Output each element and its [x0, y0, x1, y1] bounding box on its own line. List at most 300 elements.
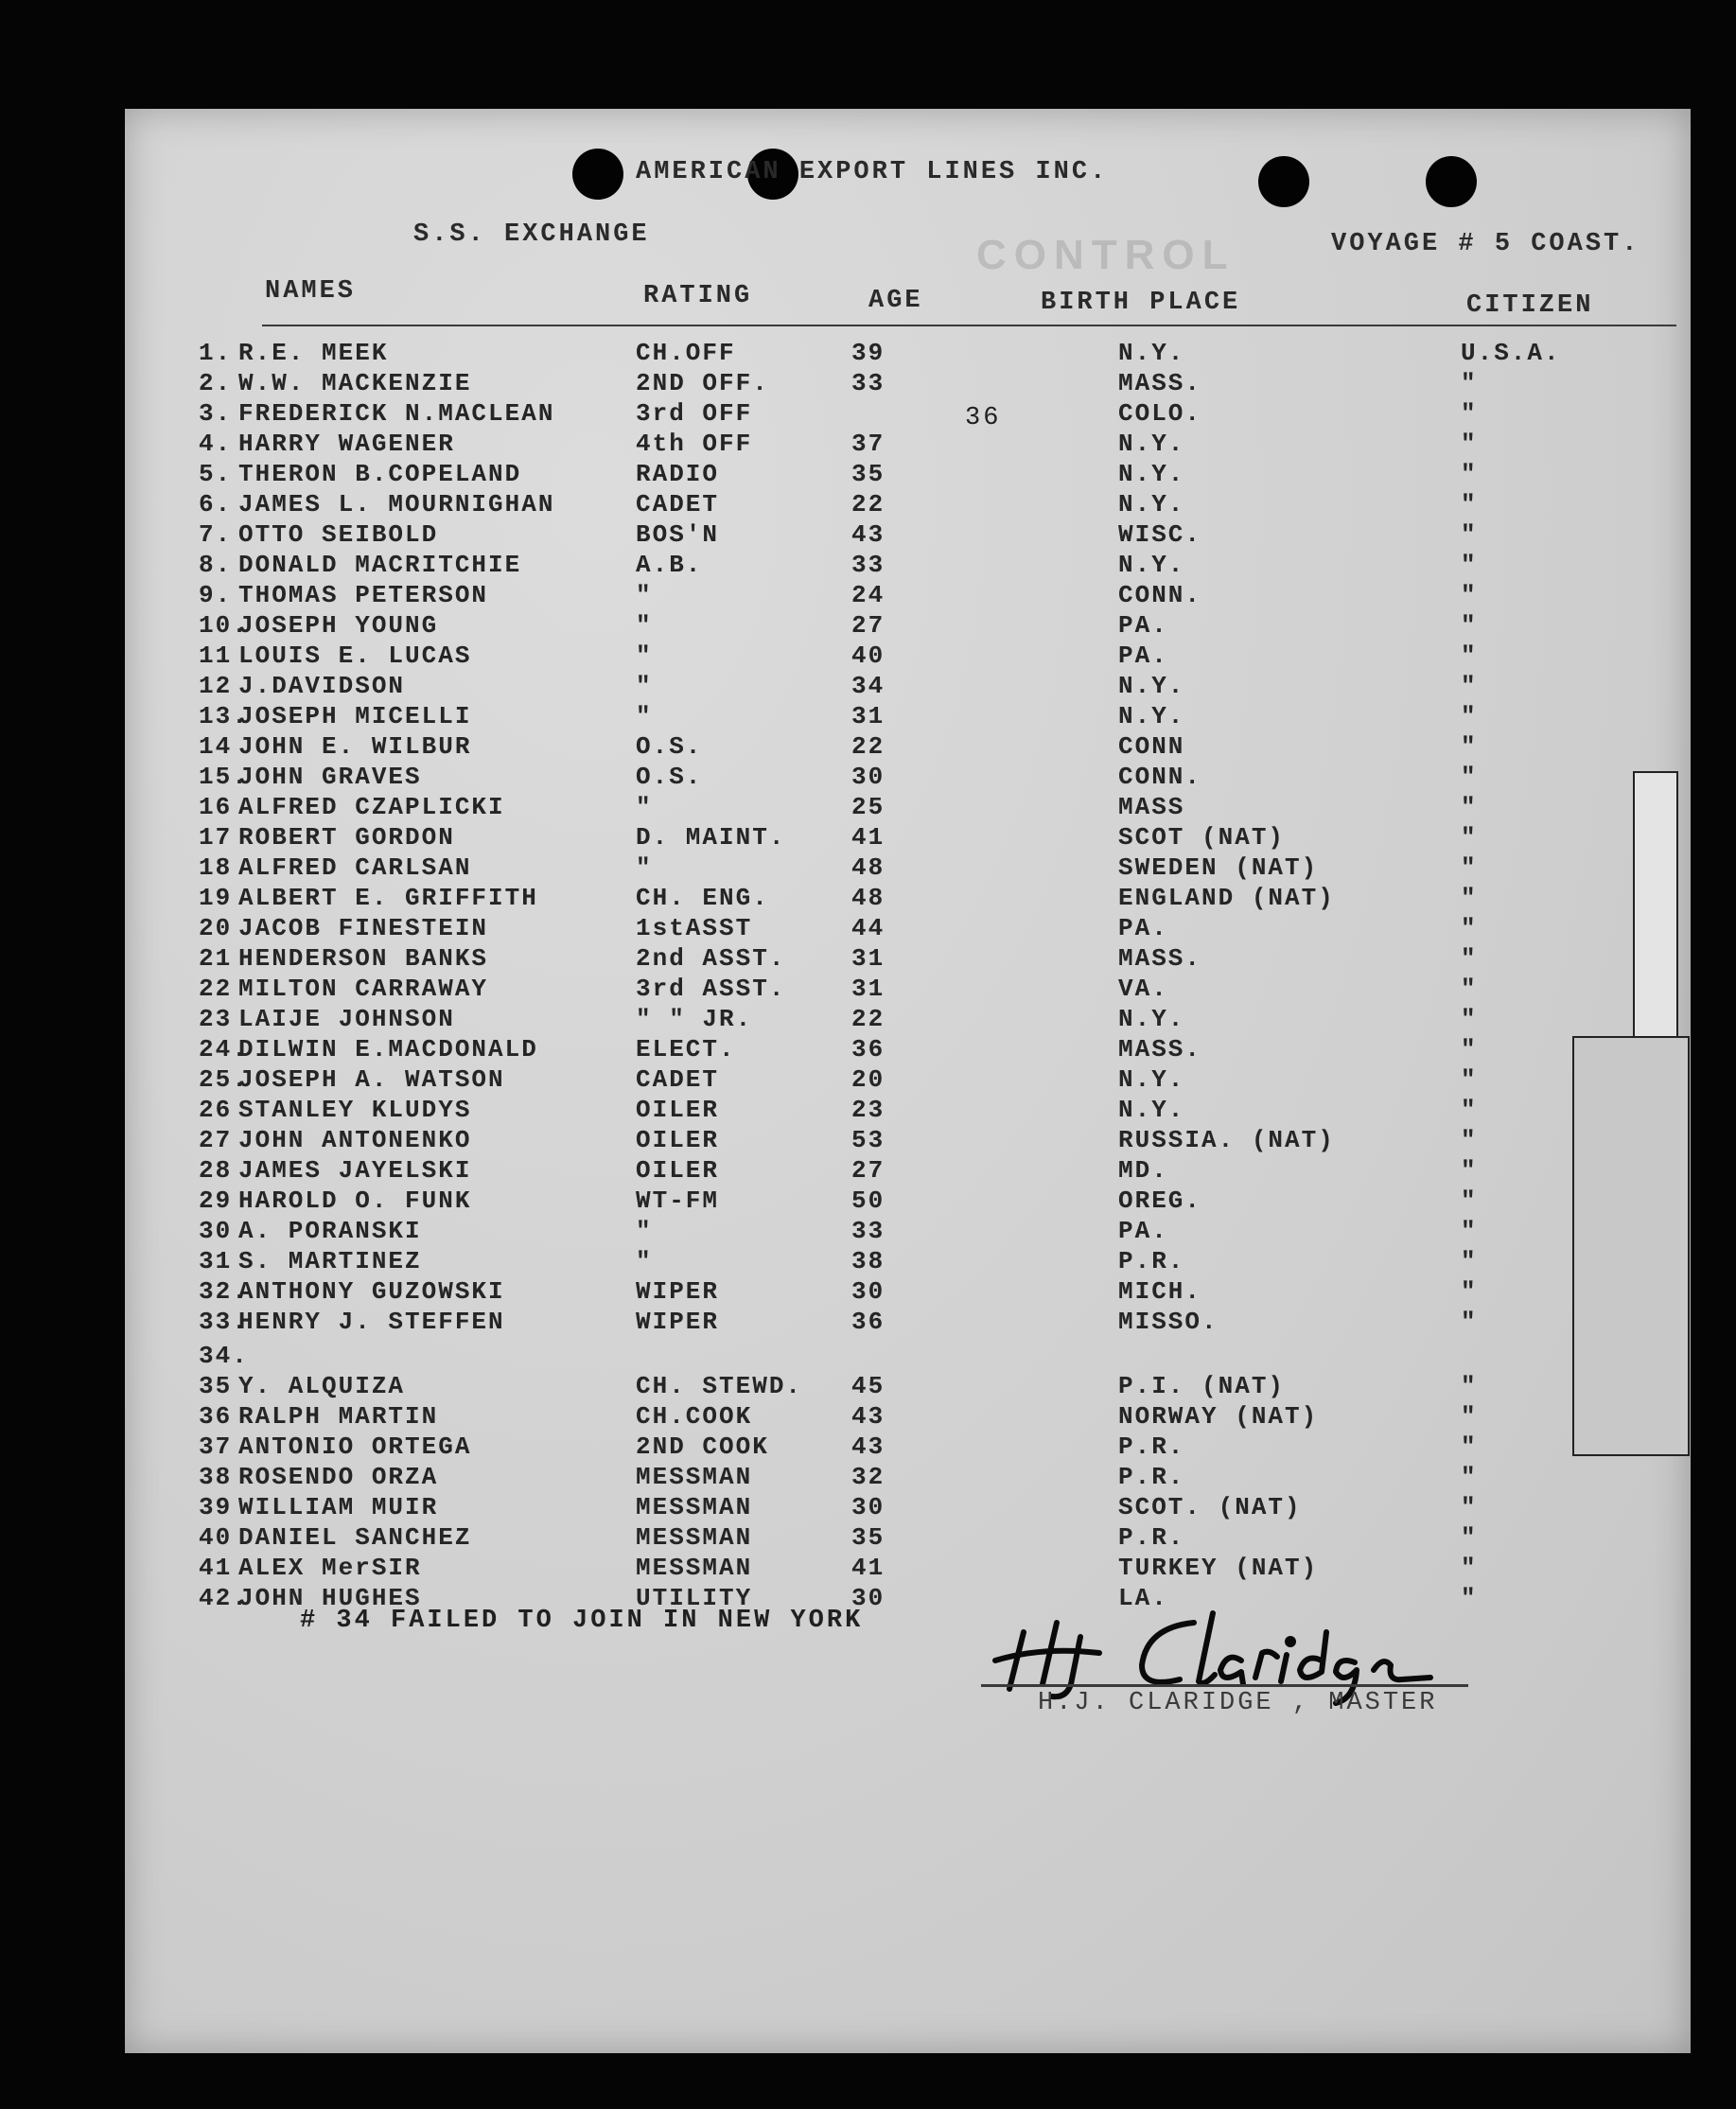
- table-row: [125, 1096, 1691, 1125]
- crew-birth-place: PA.: [1118, 1217, 1168, 1245]
- table-row: [125, 581, 1691, 610]
- crew-citizenship: ": [1461, 1035, 1478, 1063]
- row-number: 3.: [199, 399, 233, 428]
- crew-citizenship: ": [1461, 884, 1478, 912]
- crew-name: JOSEPH YOUNG: [238, 611, 439, 640]
- header-rule: [262, 325, 1676, 326]
- crew-list-page: [125, 109, 1691, 2053]
- row-number: 9.: [199, 581, 233, 609]
- crew-age: 44: [851, 914, 886, 942]
- row-number: 15.: [199, 763, 249, 791]
- crew-birth-place: N.Y.: [1118, 430, 1185, 458]
- crew-birth-place: P.R.: [1118, 1432, 1185, 1461]
- crew-birth-place: OREG.: [1118, 1186, 1202, 1215]
- crew-citizenship: ": [1461, 551, 1478, 579]
- table-row: [125, 1493, 1691, 1522]
- crew-age: 27: [851, 611, 886, 640]
- crew-age: 24: [851, 581, 886, 609]
- crew-name: WILLIAM MUIR: [238, 1493, 439, 1521]
- crew-birth-place: N.Y.: [1118, 702, 1185, 730]
- crew-citizenship: U.S.A.: [1461, 339, 1561, 367]
- crew-age: 48: [851, 884, 886, 912]
- crew-rating: 2ND OFF.: [636, 369, 769, 397]
- table-row: [125, 672, 1691, 701]
- table-row: [125, 460, 1691, 489]
- crew-rating: CH. STEWD.: [636, 1372, 803, 1400]
- crew-rating: MESSMAN: [636, 1493, 753, 1521]
- crew-rating: O.S.: [636, 763, 703, 791]
- crew-age: 31: [851, 702, 886, 730]
- crew-name: ALFRED CZAPLICKI: [238, 793, 505, 821]
- crew-rating: ": [636, 611, 653, 640]
- crew-birth-place: PA.: [1118, 641, 1168, 670]
- crew-age: 22: [851, 732, 886, 761]
- crew-age: 38: [851, 1247, 886, 1275]
- row-number: 28: [199, 1156, 233, 1185]
- crew-birth-place: N.Y.: [1118, 339, 1185, 367]
- row-number: 19: [199, 884, 233, 912]
- table-row: [125, 611, 1691, 641]
- crew-birth-place: TURKEY (NAT): [1118, 1554, 1319, 1582]
- crew-rating: ELECT.: [636, 1035, 736, 1063]
- row-number: 30: [199, 1217, 233, 1245]
- crew-rating: RADIO: [636, 460, 720, 488]
- paper-tab: [1572, 1036, 1690, 1456]
- crew-citizenship: ": [1461, 1156, 1478, 1185]
- crew-citizenship: ": [1461, 1523, 1478, 1552]
- company-name: AMERICAN EXPORT LINES INC.: [636, 158, 1109, 186]
- crew-birth-place: MASS.: [1118, 944, 1202, 973]
- row-number: 6.: [199, 490, 233, 518]
- crew-age: 23: [851, 1096, 886, 1124]
- crew-birth-place: N.Y.: [1118, 490, 1185, 518]
- crew-citizenship: ": [1461, 369, 1478, 397]
- crew-birth-place: CONN.: [1118, 763, 1202, 791]
- crew-name: FREDERICK N.MACLEAN: [238, 399, 555, 428]
- crew-citizenship: ": [1461, 1372, 1478, 1400]
- crew-name: JAMES L. MOURNIGHAN: [238, 490, 555, 518]
- column-header-birth-place: BIRTH PLACE: [1041, 289, 1241, 317]
- crew-age: 35: [851, 460, 886, 488]
- table-row: [125, 520, 1691, 550]
- crew-birth-place: N.Y.: [1118, 551, 1185, 579]
- crew-rating: 3rd ASST.: [636, 975, 786, 1003]
- crew-name: HENDERSON BANKS: [238, 944, 489, 973]
- crew-citizenship: ": [1461, 611, 1478, 640]
- crew-birth-place: P.R.: [1118, 1247, 1185, 1275]
- crew-citizenship: ": [1461, 399, 1478, 428]
- crew-birth-place: N.Y.: [1118, 1005, 1185, 1033]
- table-row: [125, 551, 1691, 580]
- row-number: 14: [199, 732, 233, 761]
- crew-rating: 3rd OFF: [636, 399, 753, 428]
- crew-rating: UTILITY: [636, 1584, 753, 1612]
- crew-rating: ": [636, 853, 653, 882]
- crew-age: 43: [851, 1432, 886, 1461]
- crew-name: JACOB FINESTEIN: [238, 914, 489, 942]
- crew-rating: CH.OFF: [636, 339, 736, 367]
- row-number: 1.: [199, 339, 233, 367]
- crew-rating: ": [636, 672, 653, 700]
- table-row: [125, 1126, 1691, 1155]
- crew-age: 31: [851, 944, 886, 973]
- table-row: [125, 732, 1691, 762]
- crew-age: 20: [851, 1065, 886, 1094]
- crew-name: ROBERT GORDON: [238, 823, 455, 852]
- crew-age: 22: [851, 1005, 886, 1033]
- row-number: 39: [199, 1493, 233, 1521]
- crew-citizenship: ": [1461, 641, 1478, 670]
- crew-name: JOSEPH A. WATSON: [238, 1065, 505, 1094]
- crew-birth-place: PA.: [1118, 611, 1168, 640]
- row-number: 10.: [199, 611, 249, 640]
- crew-age: 32: [851, 1463, 886, 1491]
- crew-name: DILWIN E.MACDONALD: [238, 1035, 538, 1063]
- crew-rating: CH.COOK: [636, 1402, 753, 1431]
- row-number: 17: [199, 823, 233, 852]
- crew-rating: ": [636, 581, 653, 609]
- crew-citizenship: ": [1461, 1402, 1478, 1431]
- crew-birth-place: MASS.: [1118, 1035, 1202, 1063]
- table-row: [125, 1342, 1691, 1371]
- table-row: [125, 1432, 1691, 1462]
- crew-name: LAIJE JOHNSON: [238, 1005, 455, 1033]
- crew-age: 33: [851, 551, 886, 579]
- crew-name: ANTHONY GUZOWSKI: [238, 1277, 505, 1306]
- crew-birth-place: P.I. (NAT): [1118, 1372, 1286, 1400]
- row-number: 20: [199, 914, 233, 942]
- crew-rating: " " JR.: [636, 1005, 753, 1033]
- crew-name: Y. ALQUIZA: [238, 1372, 406, 1400]
- crew-citizenship: ": [1461, 460, 1478, 488]
- crew-name: HENRY J. STEFFEN: [238, 1308, 505, 1336]
- table-row: [125, 1065, 1691, 1095]
- crew-name: ALBERT E. GRIFFITH: [238, 884, 538, 912]
- crew-citizenship: ": [1461, 1247, 1478, 1275]
- table-row: [125, 823, 1691, 852]
- table-row: [125, 1217, 1691, 1246]
- crew-birth-place: SCOT (NAT): [1118, 823, 1286, 852]
- row-number: 8.: [199, 551, 233, 579]
- crew-age: 50: [851, 1186, 886, 1215]
- row-number: 23: [199, 1005, 233, 1033]
- table-row: [125, 369, 1691, 398]
- table-row: [125, 1554, 1691, 1583]
- crew-birth-place: ENGLAND (NAT): [1118, 884, 1335, 912]
- crew-birth-place: NORWAY (NAT): [1118, 1402, 1319, 1431]
- crew-age: 36: [851, 1035, 886, 1063]
- crew-rating: WT-FM: [636, 1186, 720, 1215]
- crew-age: 53: [851, 1126, 886, 1154]
- crew-birth-place: MASS: [1118, 793, 1185, 821]
- crew-age: 27: [851, 1156, 886, 1185]
- table-row: [125, 1186, 1691, 1216]
- crew-age: 31: [851, 975, 886, 1003]
- crew-citizenship: ": [1461, 823, 1478, 852]
- crew-birth-place: N.Y.: [1118, 1065, 1185, 1094]
- crew-birth-place: P.R.: [1118, 1523, 1185, 1552]
- crew-name: JAMES JAYELSKI: [238, 1156, 472, 1185]
- crew-age: 45: [851, 1372, 886, 1400]
- column-header-age: AGE: [868, 287, 923, 315]
- table-row: [125, 641, 1691, 671]
- crew-name: A. PORANSKI: [238, 1217, 422, 1245]
- crew-age: 37: [851, 430, 886, 458]
- crew-citizenship: ": [1461, 914, 1478, 942]
- row-number: 12: [199, 672, 233, 700]
- crew-age: 33: [851, 1217, 886, 1245]
- crew-age: 30: [851, 763, 886, 791]
- row-number: 36: [199, 1402, 233, 1431]
- row-number: 5.: [199, 460, 233, 488]
- row-number: 29: [199, 1186, 233, 1215]
- crew-age: 25: [851, 793, 886, 821]
- crew-age: 41: [851, 823, 886, 852]
- row-number: 24.: [199, 1035, 249, 1063]
- crew-birth-place: MICH.: [1118, 1277, 1202, 1306]
- crew-birth-place: VA.: [1118, 975, 1168, 1003]
- crew-rating: OILER: [636, 1096, 720, 1124]
- crew-citizenship: ": [1461, 1554, 1478, 1582]
- crew-citizenship: ": [1461, 702, 1478, 730]
- crew-name: ALFRED CARLSAN: [238, 853, 472, 882]
- crew-rating: A.B.: [636, 551, 703, 579]
- crew-name: JOHN HUGHES: [238, 1584, 422, 1612]
- row-number: 32.: [199, 1277, 249, 1306]
- crew-birth-place: N.Y.: [1118, 1096, 1185, 1124]
- table-row: [125, 1156, 1691, 1186]
- crew-name: ANTONIO ORTEGA: [238, 1432, 472, 1461]
- crew-age: 33: [851, 369, 886, 397]
- crew-rating: CADET: [636, 490, 720, 518]
- row-number: 18: [199, 853, 233, 882]
- crew-rating: 2ND COOK: [636, 1432, 769, 1461]
- crew-citizenship: ": [1461, 732, 1478, 761]
- crew-name: DANIEL SANCHEZ: [238, 1523, 472, 1552]
- crew-age: 48: [851, 853, 886, 882]
- crew-name: R.E. MEEK: [238, 339, 389, 367]
- crew-citizenship: ": [1461, 1493, 1478, 1521]
- crew-rating: ": [636, 641, 653, 670]
- crew-name: HAROLD O. FUNK: [238, 1186, 472, 1215]
- crew-name: JOHN GRAVES: [238, 763, 422, 791]
- crew-birth-place: PA.: [1118, 914, 1168, 942]
- row-number: 16: [199, 793, 233, 821]
- crew-birth-place: COLO.: [1118, 399, 1202, 428]
- row-number: 25.: [199, 1065, 249, 1094]
- paper-tab: [1633, 771, 1678, 1040]
- crew-citizenship: ": [1461, 581, 1478, 609]
- crew-age: 39: [851, 339, 886, 367]
- table-row: [125, 1277, 1691, 1307]
- crew-name: HARRY WAGENER: [238, 430, 455, 458]
- crew-name: ROSENDO ORZA: [238, 1463, 439, 1491]
- crew-birth-place: WISC.: [1118, 520, 1202, 549]
- crew-name: OTTO SEIBOLD: [238, 520, 439, 549]
- row-number: 34.: [199, 1342, 249, 1370]
- crew-age: 22: [851, 490, 886, 518]
- row-number: 21: [199, 944, 233, 973]
- crew-citizenship: ": [1461, 793, 1478, 821]
- crew-rating: ": [636, 702, 653, 730]
- crew-citizenship: ": [1461, 975, 1478, 1003]
- crew-age: 35: [851, 1523, 886, 1552]
- table-row: [125, 1372, 1691, 1401]
- table-row: [125, 793, 1691, 822]
- row-number: 31: [199, 1247, 233, 1275]
- faint-stamp: CONTROL: [976, 232, 1236, 278]
- crew-rating: CADET: [636, 1065, 720, 1094]
- crew-rating: D. MAINT.: [636, 823, 786, 852]
- crew-birth-place: MISSO.: [1118, 1308, 1219, 1336]
- crew-age: 30: [851, 1493, 886, 1521]
- column-header-rating: RATING: [643, 282, 753, 310]
- crew-age: 30: [851, 1584, 886, 1612]
- column-header-names: NAMES: [265, 277, 357, 306]
- crew-birth-place: MASS.: [1118, 369, 1202, 397]
- crew-age: 43: [851, 520, 886, 549]
- crew-citizenship: ": [1461, 1065, 1478, 1094]
- punch-hole: [1258, 156, 1309, 207]
- row-number: 40: [199, 1523, 233, 1552]
- table-row: [125, 430, 1691, 459]
- crew-rating: MESSMAN: [636, 1554, 753, 1582]
- crew-birth-place: N.Y.: [1118, 460, 1185, 488]
- crew-citizenship: ": [1461, 1432, 1478, 1461]
- row-number: 33.: [199, 1308, 249, 1336]
- failed-to-join-note: # 34 FAILED TO JOIN IN NEW YORK: [300, 1607, 864, 1635]
- crew-citizenship: ": [1461, 853, 1478, 882]
- punch-hole: [572, 149, 623, 200]
- crew-name: JOHN E. WILBUR: [238, 732, 472, 761]
- crew-rating: 1stASST: [636, 914, 753, 942]
- crew-rating: O.S.: [636, 732, 703, 761]
- crew-citizenship: ": [1461, 1463, 1478, 1491]
- crew-rating: CH. ENG.: [636, 884, 769, 912]
- table-row: [125, 702, 1691, 731]
- crew-citizenship: ": [1461, 430, 1478, 458]
- crew-rating: WIPER: [636, 1308, 720, 1336]
- crew-age: 34: [851, 672, 886, 700]
- crew-rating: ": [636, 793, 653, 821]
- crew-birth-place: RUSSIA. (NAT): [1118, 1126, 1335, 1154]
- crew-rating: 4th OFF: [636, 430, 753, 458]
- crew-rating: ": [636, 1247, 653, 1275]
- table-row: [125, 490, 1691, 519]
- row-number: 22: [199, 975, 233, 1003]
- margin-note: 36: [965, 404, 1002, 432]
- row-number: 27: [199, 1126, 233, 1154]
- crew-name: W.W. MACKENZIE: [238, 369, 472, 397]
- crew-name: DONALD MACRITCHIE: [238, 551, 522, 579]
- crew-name: STANLEY KLUDYS: [238, 1096, 472, 1124]
- row-number: 26: [199, 1096, 233, 1124]
- crew-name: MILTON CARRAWAY: [238, 975, 489, 1003]
- signature-line: [981, 1684, 1468, 1687]
- crew-citizenship: ": [1461, 1584, 1478, 1612]
- row-number: 7.: [199, 520, 233, 549]
- crew-rating: WIPER: [636, 1277, 720, 1306]
- crew-birth-place: MD.: [1118, 1156, 1168, 1185]
- table-row: [125, 399, 1691, 429]
- row-number: 42.: [199, 1584, 249, 1612]
- table-row: [125, 914, 1691, 943]
- crew-age: 41: [851, 1554, 886, 1582]
- crew-citizenship: ": [1461, 1277, 1478, 1306]
- crew-birth-place: CONN: [1118, 732, 1185, 761]
- ship-name: S.S. EXCHANGE: [413, 220, 650, 249]
- crew-name: JOSEPH MICELLI: [238, 702, 472, 730]
- table-row: [125, 884, 1691, 913]
- voyage-label: VOYAGE # 5 COAST.: [1331, 230, 1640, 258]
- crew-rating: MESSMAN: [636, 1523, 753, 1552]
- table-row: [125, 1523, 1691, 1553]
- table-row: [125, 975, 1691, 1004]
- row-number: 13.: [199, 702, 249, 730]
- row-number: 37: [199, 1432, 233, 1461]
- crew-birth-place: LA.: [1118, 1584, 1168, 1612]
- crew-citizenship: ": [1461, 672, 1478, 700]
- crew-birth-place: SCOT. (NAT): [1118, 1493, 1302, 1521]
- crew-rating: ": [636, 1217, 653, 1245]
- table-row: [125, 1463, 1691, 1492]
- table-row: [125, 1247, 1691, 1276]
- crew-rating: OILER: [636, 1126, 720, 1154]
- crew-name: ALEX MerSIR: [238, 1554, 422, 1582]
- crew-citizenship: ": [1461, 520, 1478, 549]
- row-number: 2.: [199, 369, 233, 397]
- crew-name: LOUIS E. LUCAS: [238, 641, 472, 670]
- crew-age: 40: [851, 641, 886, 670]
- table-row: [125, 1035, 1691, 1064]
- crew-age: 43: [851, 1402, 886, 1431]
- crew-citizenship: ": [1461, 490, 1478, 518]
- crew-age: 36: [851, 1308, 886, 1336]
- crew-birth-place: SWEDEN (NAT): [1118, 853, 1319, 882]
- table-row: [125, 1402, 1691, 1432]
- table-row: [125, 853, 1691, 883]
- column-header-citizen: CITIZEN: [1466, 291, 1594, 320]
- table-row: [125, 339, 1691, 368]
- row-number: 11: [199, 641, 233, 670]
- table-row: [125, 763, 1691, 792]
- crew-name: THOMAS PETERSON: [238, 581, 489, 609]
- crew-birth-place: CONN.: [1118, 581, 1202, 609]
- punch-hole: [1426, 156, 1477, 207]
- crew-rating: BOS'N: [636, 520, 720, 549]
- row-number: 35: [199, 1372, 233, 1400]
- crew-name: J.DAVIDSON: [238, 672, 406, 700]
- crew-name: RALPH MARTIN: [238, 1402, 439, 1431]
- crew-citizenship: ": [1461, 1005, 1478, 1033]
- crew-age: 30: [851, 1277, 886, 1306]
- crew-name: JOHN ANTONENKO: [238, 1126, 472, 1154]
- crew-name: THERON B.COPELAND: [238, 460, 522, 488]
- crew-name: S. MARTINEZ: [238, 1247, 422, 1275]
- crew-birth-place: P.R.: [1118, 1463, 1185, 1491]
- crew-citizenship: ": [1461, 1126, 1478, 1154]
- table-row: [125, 1005, 1691, 1034]
- row-number: 41: [199, 1554, 233, 1582]
- crew-citizenship: ": [1461, 763, 1478, 791]
- crew-citizenship: ": [1461, 1096, 1478, 1124]
- crew-citizenship: ": [1461, 1308, 1478, 1336]
- table-row: [125, 1308, 1691, 1337]
- crew-citizenship: ": [1461, 1217, 1478, 1245]
- crew-rating: OILER: [636, 1156, 720, 1185]
- row-number: 38: [199, 1463, 233, 1491]
- crew-citizenship: ": [1461, 1186, 1478, 1215]
